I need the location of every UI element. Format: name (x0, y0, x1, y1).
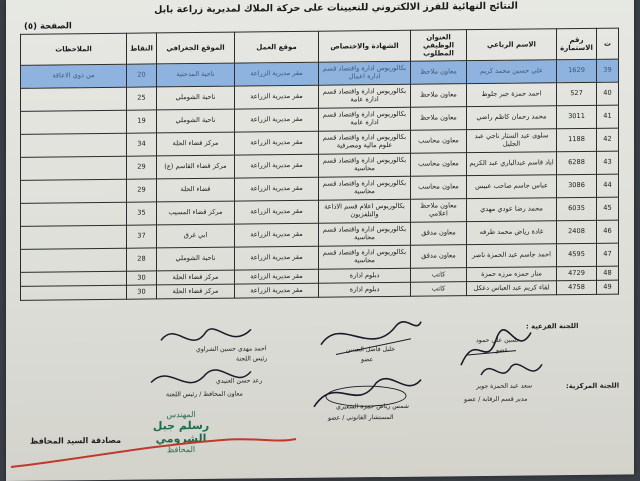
cell-job: معاون محاسب (411, 176, 467, 200)
cell-points: 28 (127, 248, 157, 271)
cell-degree: بكالوريوس ادارة واقتصاد قسم ادارة اعمال (319, 61, 411, 85)
cell-seq: 46 (597, 220, 619, 243)
header-points: النقاط (127, 33, 157, 64)
signature-4-mark (306, 368, 426, 419)
cell-work-site: مقر مديرية الزراعة (235, 154, 319, 178)
cell-degree: بكالوريوس ادارة واقتصاد قسم محاسبة (319, 153, 411, 177)
cell-seq: 44 (597, 174, 619, 197)
header-app-no: رقم الاستمارة (557, 28, 597, 59)
central-committee-label: اللجنة المركزية: (566, 381, 620, 391)
cell-app-no: 2408 (557, 220, 597, 243)
cell-geo-site: مركز قضاء القاسم (ع) (157, 155, 235, 179)
signer-2-name: سعد عبد الحمزة جوير (476, 382, 533, 391)
signer-5-name: احمد مهدي حسين الشراوي (196, 345, 267, 354)
cell-degree: بكالوريوس اعلام قسم الاذاعة والتلفزيون (319, 199, 411, 223)
cell-geo-site: مركز قضاء الحلة (157, 270, 235, 285)
red-pen-stroke (6, 429, 306, 472)
cell-geo-site: ناحية الشوملي (157, 247, 235, 271)
cell-notes (21, 110, 127, 134)
cell-work-site: مقر مديرية الزراعة (235, 269, 319, 284)
cell-notes (21, 271, 127, 286)
cell-work-site: مقر مديرية الزراعة (235, 62, 319, 86)
cell-degree: بكالوريوس ادارة واقتصاد قسم ادارة عامة (319, 84, 411, 108)
cell-name: احمد حمزة جبر جلوط (467, 83, 557, 107)
header-work-site: موقع العمل (235, 31, 319, 63)
cell-app-no: 6035 (557, 197, 597, 220)
results-table (20, 28, 619, 301)
signature-2-mark (476, 354, 546, 391)
stamp-name: رسلم جبل الشرومي (152, 418, 210, 446)
cell-points: 30 (127, 285, 157, 299)
cell-job: معاون ملاحظ (411, 107, 467, 131)
cell-name: احمد جاسم عبد الحمزة ناصر (467, 244, 557, 268)
cell-notes (21, 179, 127, 203)
cell-app-no: 1629 (557, 59, 597, 82)
cell-job: كاتب (411, 268, 467, 283)
cell-app-no: 4729 (557, 266, 597, 280)
cell-notes (21, 225, 127, 249)
cell-points: 30 (127, 271, 157, 285)
cell-app-no: 4758 (557, 280, 597, 294)
cell-job: معاون محاسب (411, 130, 467, 154)
cell-geo-site: قضاء الحلة (157, 178, 235, 202)
cell-notes (21, 133, 127, 157)
document-title: النتائج النهائية للفرز الالكتروني للتعيينات على حركة الملاك لمديرية زراعة بابل (154, 0, 518, 16)
signer-3-role: عضو (361, 356, 374, 364)
signer-5-role: رئيس اللجنة (236, 355, 268, 363)
signer-4-name: شمس رياض حمزة الشعبري (336, 402, 409, 411)
cell-degree: بكالوريوس ادارة واقتصاد قسم ادارة عامة (319, 107, 411, 131)
branch-committee-label: اللجنة الفرعية : (526, 322, 579, 331)
cell-name: لقاء كريم عبد العباس دعكل (467, 281, 557, 296)
cell-points: 25 (127, 87, 157, 110)
cell-app-no: 3086 (557, 174, 597, 197)
cell-app-no: 527 (557, 82, 597, 105)
cell-degree: دبلوم ادارة (319, 282, 411, 297)
cell-job: كاتب (411, 282, 467, 297)
cell-work-site: مقر مديرية الزراعة (235, 108, 319, 132)
cell-name: عباس جاسم صاحب عبيس (467, 175, 557, 199)
cell-geo-site: مركز قضاء الحلة (157, 132, 235, 156)
header-name: الاسم الرباعي (467, 29, 557, 61)
header-degree: الشهادة والاختصاص (319, 30, 411, 62)
header-geo-site: الموقع الجغرافي (157, 32, 235, 64)
signer-6-name: رعد حسن العنيدي (216, 377, 263, 385)
stamp-title: المهندس (166, 410, 196, 420)
signer-3-name: خليل فاضل الحسن (346, 345, 395, 354)
cell-job: معاون محاسب (411, 153, 467, 177)
signer-2-role: مدير قسم الرقابة / عضو (464, 395, 528, 404)
signer-6-role: معاون المحافظ / رئيس اللجنة (166, 390, 243, 399)
cell-name: منار حمزه مرزه حمزة (467, 267, 557, 282)
cell-name: علي حسين محمد كريم (467, 60, 557, 84)
cell-name: اياد قاسم عبدالباري عبد الكريم (467, 152, 557, 176)
cell-work-site: مقر مديرية الزراعة (235, 85, 319, 109)
cell-notes (21, 285, 127, 300)
cell-job: معاون ملاحظ (411, 61, 467, 85)
signer-1-role: عضو (496, 346, 509, 354)
stamp-role: المحافظ (166, 445, 196, 455)
cell-seq: 41 (597, 105, 619, 128)
cell-degree: بكالوريوس ادارة واقتصاد قسم محاسبة (319, 176, 411, 200)
cell-points: 20 (127, 64, 157, 87)
cell-seq: 43 (597, 151, 619, 174)
signer-1-name: حسين علي حمود (476, 336, 521, 345)
cell-geo-site: ابي غرق (157, 224, 235, 248)
cell-degree: بكالوريوس ادارة واقتصاد قسم محاسبة (319, 245, 411, 269)
cell-degree: بكالوريوس ادارة واقتصاد قسم علوم مالية ومصرفية (319, 130, 411, 154)
cell-job: معاون مدقق (411, 222, 467, 246)
cell-work-site: مقر مديرية الزراعة (235, 200, 319, 224)
cell-name: سلوى عبد الستار ناجي عبد الجليل (467, 129, 557, 153)
cell-geo-site: ناحية المدحتية (157, 63, 235, 87)
header-notes: الملاحظات (21, 33, 127, 65)
cell-name: محمد رحمان كاظم راضي (467, 106, 557, 130)
cell-points: 37 (127, 225, 157, 248)
cell-work-site: مقر مديرية الزراعة (235, 131, 319, 155)
cell-app-no: 6288 (557, 151, 597, 174)
cell-seq: 47 (597, 243, 619, 266)
cell-points: 29 (127, 179, 157, 202)
cell-points: 29 (127, 156, 157, 179)
page-number: الصفحة (٥) (24, 21, 72, 32)
document-page (6, 0, 634, 481)
cell-name: غادة رياض محمد طرفه (467, 221, 557, 245)
cell-geo-site: ناحية الشوملي (157, 86, 235, 110)
cell-geo-site: مركز قضاء الحلة (157, 284, 235, 299)
cell-notes (21, 202, 127, 226)
cell-points: 34 (127, 133, 157, 156)
cell-seq: 42 (597, 128, 619, 151)
cell-notes (21, 156, 127, 180)
cell-job: معاون ملاحظ اعلامي (411, 199, 467, 223)
header-job: العنوان الوظيفي المطلوب (411, 30, 467, 62)
cell-job: معاون ملاحظ (411, 84, 467, 108)
cell-points: 35 (127, 202, 157, 225)
signer-4-role: المستشار القانوني / عضو (328, 413, 394, 422)
cell-job: معاون مدقق (411, 245, 467, 269)
header-seq: ت (597, 28, 619, 59)
cell-notes (21, 87, 127, 111)
cell-degree: دبلوم ادارة (319, 268, 411, 283)
cell-degree: بكالوريوس ادارة واقتصاد قسم محاسبة (319, 222, 411, 246)
cell-geo-site: ناحية الشوملي (157, 109, 235, 133)
cell-seq: 40 (597, 82, 619, 105)
cell-app-no: 1188 (557, 128, 597, 151)
cell-work-site: مقر مديرية الزراعة (235, 246, 319, 270)
cell-seq: 39 (597, 59, 619, 82)
cell-notes (21, 248, 127, 272)
cell-notes: من ذوي الاعاقة (21, 64, 127, 88)
cell-app-no: 3011 (557, 105, 597, 128)
cell-geo-site: مركز قضاء المسيب (157, 201, 235, 225)
governor-endorsement: مصادقة السيد المحافظ (30, 435, 122, 446)
cell-work-site: مقر مديرية الزراعة (235, 283, 319, 298)
cell-points: 19 (127, 110, 157, 133)
cell-work-site: مقر مديرية الزراعة (235, 223, 319, 247)
cell-seq: 45 (597, 197, 619, 220)
cell-app-no: 4595 (557, 243, 597, 266)
cell-seq: 49 (597, 280, 619, 294)
cell-seq: 48 (597, 266, 619, 280)
cell-work-site: مقر مديرية الزراعة (235, 177, 319, 201)
signature-5-mark (156, 319, 256, 360)
cell-name: محمد رضا عودي مهدي (467, 198, 557, 222)
